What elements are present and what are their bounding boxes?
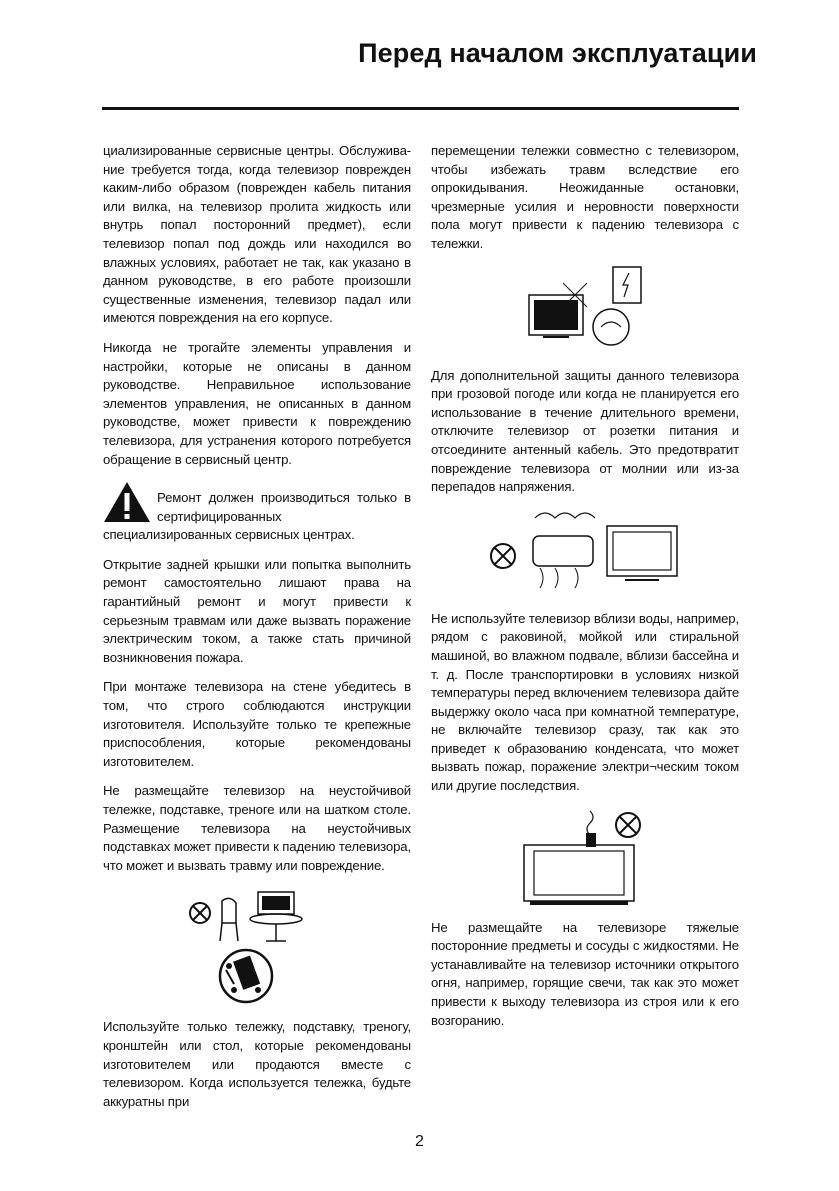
page-title: Перед началом эксплуатации [358, 38, 757, 68]
paragraph-wall-mount: При монтаже телевизора на стене убедитесь в том, что строго соблюдаются инструкции изготовителя. Используйте только те крепежные приспособления, которые рекомендованы изготовителем. [103, 679, 411, 769]
paragraph-controls: Никогда не трогайте элементы управления и настройки, которые не описаны в данном руководстве. Неправильное использование элементов управления, не описанных в данном руководстве, может привести к повреждению телевизора, для устранения которого потребуется обращение в сервисный центр. [103, 339, 411, 467]
left-column [103, 142, 411, 1122]
paragraph-cart-moving: перемещении тележки совместно с телевизором, чтобы избежать травм вследствие его опрокидывания. Неожиданные остановки, чрезмерные усилия и неровности поверхности пола могут привести к падению телевизора с тележки. [431, 143, 739, 251]
warning-triangle-icon [103, 481, 151, 523]
paragraph-unstable-stand: Не размещайте телевизор на неустойчивой тележке, подставке, треноге или на шатком столе. Размещение телевизора на неустойчивых подставках может привести к падению телевизора, что может и вызвать травму или повреждение. [103, 783, 411, 873]
objects-on-tv-illustration [520, 807, 650, 907]
water-proximity-illustration [485, 508, 685, 598]
paragraph-service: циализированные сервисные центры. Обслужива-ние требуется тогда, когда телевизор поврежден каким-либо образом (поврежден кабель питания или вилка, на телевизор пролита жидкость или внутрь попал посторонний предмет), если телевизор попал под дождь или находился во влажных условиях, работает не так, как указано в данном руководстве, в его работе произошли существенные изменения, телевизор падал или имеются повреждения на его корпусе. [103, 143, 411, 326]
warning-block [103, 480, 411, 545]
warning-text: Ремонт должен производиться только в сертифицированных специализированных сервисных центрах. [103, 490, 411, 543]
paragraph-rear-cover: Открытие задней крышки или попытка выполнить ремонт самостоятельно лишают права на гарантийный ремонт и могут привести к серьезным травмам или даже вызвать поражение электрическим током, а также стать причиной возникновения пожара. [103, 556, 411, 665]
paragraph-heavy-objects: Не размещайте на телевизоре тяжелые посторонние предметы и сосуды с жидкостями. Не устанавливайте на телевизор источники открытого огня, например, горящие свечи, так как это может привести к выходу телевизора из строя или к его возгоранию. [431, 919, 739, 1028]
right-column [431, 142, 739, 1041]
header-divider [102, 107, 739, 110]
lightning-unplug-illustration [523, 265, 643, 355]
paragraph-lightning: Для дополнительной защиты данного телевизора при грозовой погоде или когда не планируется его использование в течение длительного времени, отключите телевизор от розетки питания и отсоедините антенный кабель. Это предотвратит повреждение телевизора от молнии или из-за перепадов напряжения. [431, 367, 739, 495]
unstable-stand-illustration [182, 886, 332, 1006]
paragraph-cart-usage: Используйте только тележку, подставку, треногу, кронштейн или стол, которые рекомендованы изготовителем или продаются вместе с телевизором. Когда используется тележка, будьте аккуратны при [103, 1019, 411, 1109]
paragraph-water: Не используйте телевизор вблизи воды, например, рядом с раковиной, мойкой или стиральной машиной, во влажном подвале, вблизи бассейна и т. д. После транспортировки в условиях низкой температуры перед включением телевизора дайте выдержку около часа при комнатной температуре, не включайте телевизор сразу, так как это приведет к образованию конденсата, что может вызвать пожар, поражение электри¬ческим током или другие последствия. [431, 610, 739, 794]
page-number: 2 [415, 1133, 424, 1150]
